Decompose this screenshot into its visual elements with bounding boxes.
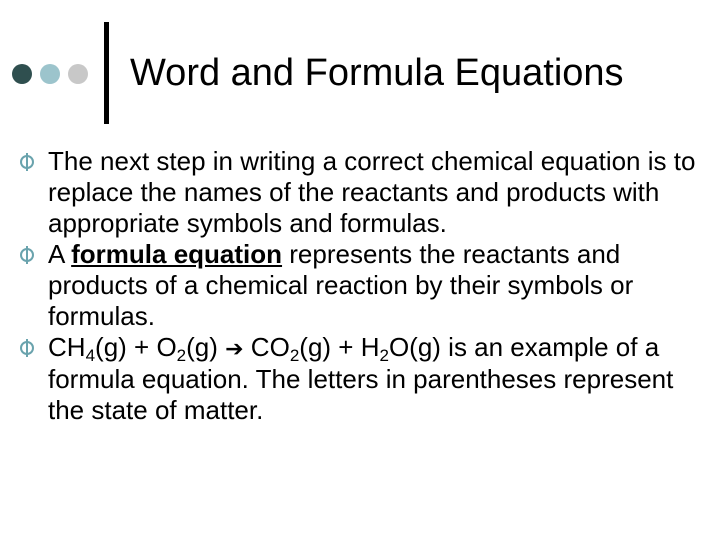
slide-title: Word and Formula Equations <box>130 52 624 94</box>
bullet-item-1 <box>24 146 704 239</box>
bullet-text-rest: represents the reactants and products of a chemical reaction by their symbols or formulas. <box>48 239 634 331</box>
bullet-text-prefix: A <box>48 239 72 269</box>
decor-dot-teal <box>40 64 60 84</box>
formula-subscript: 2 <box>289 346 300 365</box>
formula-subscript: 2 <box>379 346 389 365</box>
bullet-icon <box>20 155 34 169</box>
formula-subscript: 2 <box>176 346 187 365</box>
bullet-list <box>24 146 704 426</box>
arrow-icon: ➔ <box>225 336 244 361</box>
formula-text: (g) <box>186 332 226 362</box>
formula-subscript: 4 <box>85 346 96 365</box>
bullet-icon <box>20 248 34 262</box>
formula-ch: CH <box>48 332 86 362</box>
bullet-item-2 <box>24 239 704 332</box>
formula-text: CO <box>243 332 290 362</box>
formula-text: (g) + O <box>95 332 177 362</box>
bullet-item-3 <box>24 332 704 426</box>
bullet-text-rest: O(g) is an example of a formula equation. The letters in parentheses represent the state of matter. <box>48 332 674 425</box>
formula-text: (g) + H <box>299 332 380 362</box>
decor-dot-dark <box>12 64 32 84</box>
title-divider <box>104 22 109 124</box>
key-term: formula equation <box>71 239 283 269</box>
bullet-icon <box>20 341 34 355</box>
decor-dot-gray <box>68 64 88 84</box>
bullet-text: The next step in writing a correct chemical equation is to replace the names of the reactants and products with appropriate symbols and formulas. <box>48 146 696 238</box>
